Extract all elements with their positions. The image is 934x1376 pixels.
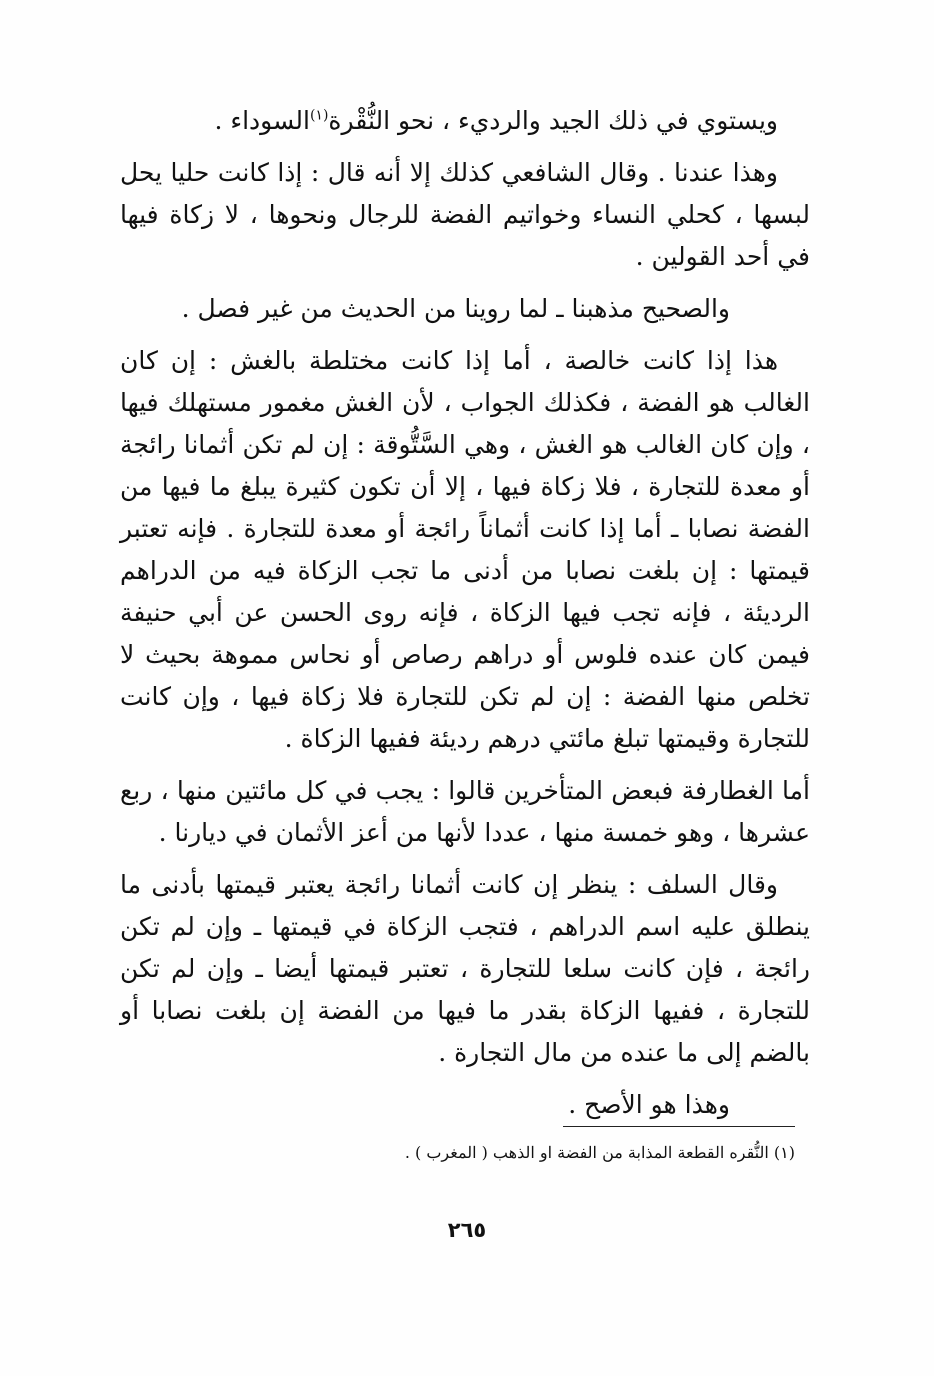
- paragraph-3: والصحيح مذهبنا ـ لما روينا من الحديث من غير فصل .: [181, 294, 730, 323]
- footnote: (١) النُّقره القطعة المذابة من الفضة او الذهب ( المغرب ) .: [404, 1143, 795, 1162]
- paragraph-1-tail: السوداء .: [214, 106, 310, 135]
- main-text: [120, 100, 810, 1136]
- paragraph-7: وهذا هو الأصح .: [568, 1090, 730, 1119]
- paragraph-6: وقال السلف : ينظر إن كانت أثمانا رائجة يعتبر قيمتها بأدنى ما ينطلق عليه اسم الدراهم ، فتجب الزكاة في قيمتها ـ وإن لم تكن رائجة ، فإن كانت سلعا للتجارة ، تعتبر قيمتها أيضا ـ وإن لم تكن للتجارة ، ففيها الزكاة بقدر ما فيها من الفضة إن بلغت نصابا أو بالضم إلى ما عنده من مال التجارة .: [120, 870, 810, 1067]
- paragraph-2: وهذا عندنا . وقال الشافعي كذلك إلا أنه قال : إذا كانت حليا يحل لبسها ، كحلي النساء وخواتيم الفضة للرجال ونحوها ، لا زكاة فيها في أحد القولين .: [120, 158, 810, 271]
- footnote-divider: [563, 1126, 795, 1127]
- paragraph-5: أما الغطارفة فبعض المتأخرين قالوا : يجب في كل مائتين منها ، ربع عشرها ، وهو خمسة منها ، عددا لأنها من أعز الأثمان في ديارنا .: [120, 776, 810, 847]
- paragraph-4: هذا إذا كانت خالصة ، أما إذا كانت مختلطة بالغش : إن كان الغالب هو الفضة ، فكذلك الجواب ، لأن الغش مغمور مستهلك فيها ، وإن كان الغالب هو الغش ، وهي السَّتُّوقة : إن لم تكن أثمانا رائجة أو معدة للتجارة ، فلا زكاة فيها ، إلا أن تكون كثيرة يبلغ ما فيها من الفضة نصابا ـ أما إذا كانت أثماناً رائجة أو معدة للتجارة . فإنه تعتبر قيمتها : إن بلغت نصابا من أدنى ما تجب الزكاة فيه من الدراهم الرديئة ، فإنه تجب فيها الزكاة ، فإنه روى الحسن عن أبي حنيفة فيمن كان عنده فلوس أو دراهم رصاص أو نحاس مموهة بحيث لا تخلص منها الفضة : إن لم تكن للتجارة فلا زكاة فيها ، وإن كانت للتجارة وقيمتها تبلغ مائتي درهم رديئة ففيها الزكاة .: [120, 346, 810, 753]
- page-number: ٢٦٥: [447, 1218, 487, 1242]
- paragraph-1-text: ويستوي في ذلك الجيد والرديء ، نحو النُّقْرة: [328, 106, 778, 135]
- footnote-marker: (١): [309, 107, 329, 124]
- paragraph-1: [120, 100, 810, 142]
